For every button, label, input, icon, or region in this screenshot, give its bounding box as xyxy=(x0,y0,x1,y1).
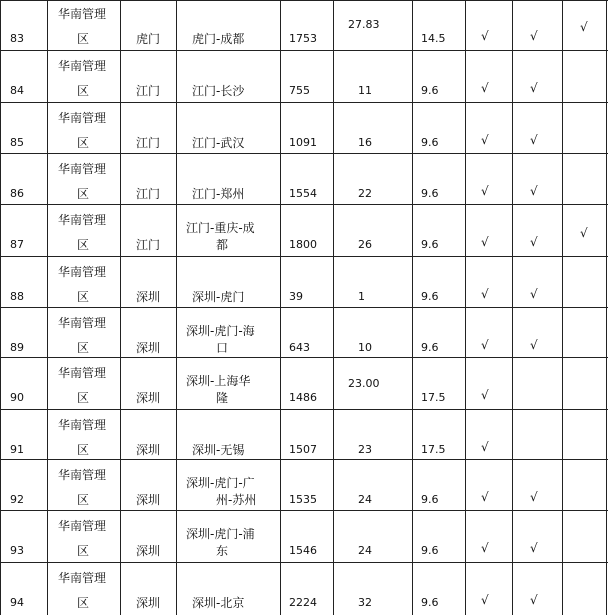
city-cell: 江门 xyxy=(136,136,161,150)
route-line-2: 口 xyxy=(216,341,229,355)
region-line-2: 区 xyxy=(77,341,90,355)
check-col-2: √ xyxy=(530,81,538,95)
region-line-2: 区 xyxy=(77,290,90,304)
region-line-2: 区 xyxy=(77,493,90,507)
row-number: 94 xyxy=(10,596,24,609)
region-line-1: 华南管理 xyxy=(58,571,107,585)
route-line-1: 深圳-虎门-海 xyxy=(186,324,255,338)
region-line-1: 华南管理 xyxy=(58,162,107,176)
city-cell: 江门 xyxy=(136,238,161,252)
row-number: 88 xyxy=(10,290,24,303)
check-col-1: √ xyxy=(481,490,489,504)
time-cell: 1 xyxy=(358,290,365,303)
check-col-2: √ xyxy=(530,287,538,301)
time-cell: 26 xyxy=(358,238,372,251)
weight-cell: 9.6 xyxy=(421,84,439,97)
route-line-1: 深圳-上海华 xyxy=(186,374,251,388)
check-col-1: √ xyxy=(481,388,489,402)
city-cell: 深圳 xyxy=(136,596,161,610)
region-line-1: 华南管理 xyxy=(58,468,107,482)
time-cell: 32 xyxy=(358,596,372,609)
row-number: 83 xyxy=(10,32,24,45)
region-line-2: 区 xyxy=(77,391,90,405)
region-line-1: 华南管理 xyxy=(58,213,107,227)
region-line-2: 区 xyxy=(77,136,90,150)
route-line-2: 东 xyxy=(216,544,229,558)
region-line-1: 华南管理 xyxy=(58,7,107,21)
check-col-3: √ xyxy=(580,226,588,240)
check-col-1: √ xyxy=(481,338,489,352)
region-line-1: 华南管理 xyxy=(58,418,107,432)
time-cell: 24 xyxy=(358,493,372,506)
weight-cell: 9.6 xyxy=(421,238,439,251)
grid-hline xyxy=(0,357,608,358)
distance-cell: 1800 xyxy=(289,238,317,251)
region-line-1: 华南管理 xyxy=(58,265,107,279)
route-cell: 深圳-虎门 xyxy=(192,290,245,304)
row-number: 84 xyxy=(10,84,24,97)
region-line-1: 华南管理 xyxy=(58,519,107,533)
city-cell: 江门 xyxy=(136,187,161,201)
check-col-1: √ xyxy=(481,235,489,249)
region-line-1: 华南管理 xyxy=(58,366,107,380)
distance-cell: 1753 xyxy=(289,32,317,45)
row-number: 89 xyxy=(10,341,24,354)
distance-cell: 1535 xyxy=(289,493,317,506)
distance-cell: 39 xyxy=(289,290,303,303)
row-number: 91 xyxy=(10,443,24,456)
weight-cell: 9.6 xyxy=(421,544,439,557)
route-cell: 江门-郑州 xyxy=(192,187,245,201)
check-col-2: √ xyxy=(530,29,538,43)
region-line-2: 区 xyxy=(77,238,90,252)
grid-hline xyxy=(0,50,608,51)
check-col-2: √ xyxy=(530,338,538,352)
distance-cell: 1486 xyxy=(289,391,317,404)
weight-cell: 9.6 xyxy=(421,596,439,609)
route-line-1: 深圳-虎门-浦 xyxy=(186,527,255,541)
route-cell: 虎门-成都 xyxy=(192,32,245,46)
distance-cell: 1546 xyxy=(289,544,317,557)
region-line-1: 华南管理 xyxy=(58,59,107,73)
distance-cell: 643 xyxy=(289,341,310,354)
grid-hline xyxy=(0,510,608,511)
check-col-1: √ xyxy=(481,541,489,555)
weight-cell: 14.5 xyxy=(421,32,446,45)
time-cell: 23.00 xyxy=(348,377,380,390)
city-cell: 深圳 xyxy=(136,391,161,405)
region-line-2: 区 xyxy=(77,596,90,610)
time-cell: 16 xyxy=(358,136,372,149)
city-cell: 深圳 xyxy=(136,290,161,304)
check-col-1: √ xyxy=(481,440,489,454)
distance-cell: 755 xyxy=(289,84,310,97)
check-col-2: √ xyxy=(530,235,538,249)
weight-cell: 9.6 xyxy=(421,187,439,200)
city-cell: 深圳 xyxy=(136,493,161,507)
check-col-2: √ xyxy=(530,133,538,147)
region-line-2: 区 xyxy=(77,84,90,98)
region-line-2: 区 xyxy=(77,544,90,558)
region-line-1: 华南管理 xyxy=(58,111,107,125)
route-line-2: 都 xyxy=(216,238,229,252)
check-col-2: √ xyxy=(530,541,538,555)
route-cell: 深圳-无锡 xyxy=(192,443,245,457)
distance-cell: 1091 xyxy=(289,136,317,149)
check-col-2: √ xyxy=(530,184,538,198)
city-cell: 深圳 xyxy=(136,341,161,355)
route-line-2: 隆 xyxy=(216,391,229,405)
weight-cell: 9.6 xyxy=(421,341,439,354)
check-col-1: √ xyxy=(481,593,489,607)
route-cell: 深圳-北京 xyxy=(192,596,245,610)
route-line-2: 州-苏州 xyxy=(216,493,257,507)
route-line-1: 江门-重庆-成 xyxy=(186,221,255,235)
check-col-1: √ xyxy=(481,133,489,147)
region-line-2: 区 xyxy=(77,443,90,457)
region-line-2: 区 xyxy=(77,187,90,201)
row-number: 90 xyxy=(10,391,24,404)
row-number: 92 xyxy=(10,493,24,506)
row-number: 87 xyxy=(10,238,24,251)
time-cell: 23 xyxy=(358,443,372,456)
check-col-3: √ xyxy=(580,20,588,34)
distance-cell: 2224 xyxy=(289,596,317,609)
time-cell: 10 xyxy=(358,341,372,354)
grid-hline xyxy=(0,0,608,1)
row-number: 85 xyxy=(10,136,24,149)
grid-hline xyxy=(0,204,608,205)
check-col-2: √ xyxy=(530,490,538,504)
distance-cell: 1507 xyxy=(289,443,317,456)
city-cell: 虎门 xyxy=(136,32,161,46)
check-col-1: √ xyxy=(481,287,489,301)
check-col-1: √ xyxy=(481,81,489,95)
grid-hline xyxy=(0,102,608,103)
route-cell: 江门-武汉 xyxy=(192,136,245,150)
time-cell: 27.83 xyxy=(348,18,380,31)
weight-cell: 9.6 xyxy=(421,136,439,149)
weight-cell: 9.6 xyxy=(421,290,439,303)
row-number: 93 xyxy=(10,544,24,557)
grid-hline xyxy=(0,256,608,257)
region-line-2: 区 xyxy=(77,32,90,46)
time-cell: 24 xyxy=(358,544,372,557)
weight-cell: 17.5 xyxy=(421,443,446,456)
city-cell: 深圳 xyxy=(136,443,161,457)
grid-hline xyxy=(0,307,608,308)
route-cell: 江门-长沙 xyxy=(192,84,245,98)
check-col-2: √ xyxy=(530,593,538,607)
check-col-1: √ xyxy=(481,184,489,198)
time-cell: 22 xyxy=(358,187,372,200)
check-col-1: √ xyxy=(481,29,489,43)
grid-hline xyxy=(0,562,608,563)
region-line-1: 华南管理 xyxy=(58,316,107,330)
time-cell: 11 xyxy=(358,84,372,97)
row-number: 86 xyxy=(10,187,24,200)
grid-hline xyxy=(0,459,608,460)
weight-cell: 17.5 xyxy=(421,391,446,404)
distance-cell: 1554 xyxy=(289,187,317,200)
grid-hline xyxy=(0,409,608,410)
grid-hline xyxy=(0,153,608,154)
city-cell: 深圳 xyxy=(136,544,161,558)
route-line-1: 深圳-虎门-广 xyxy=(186,476,255,490)
weight-cell: 9.6 xyxy=(421,493,439,506)
city-cell: 江门 xyxy=(136,84,161,98)
